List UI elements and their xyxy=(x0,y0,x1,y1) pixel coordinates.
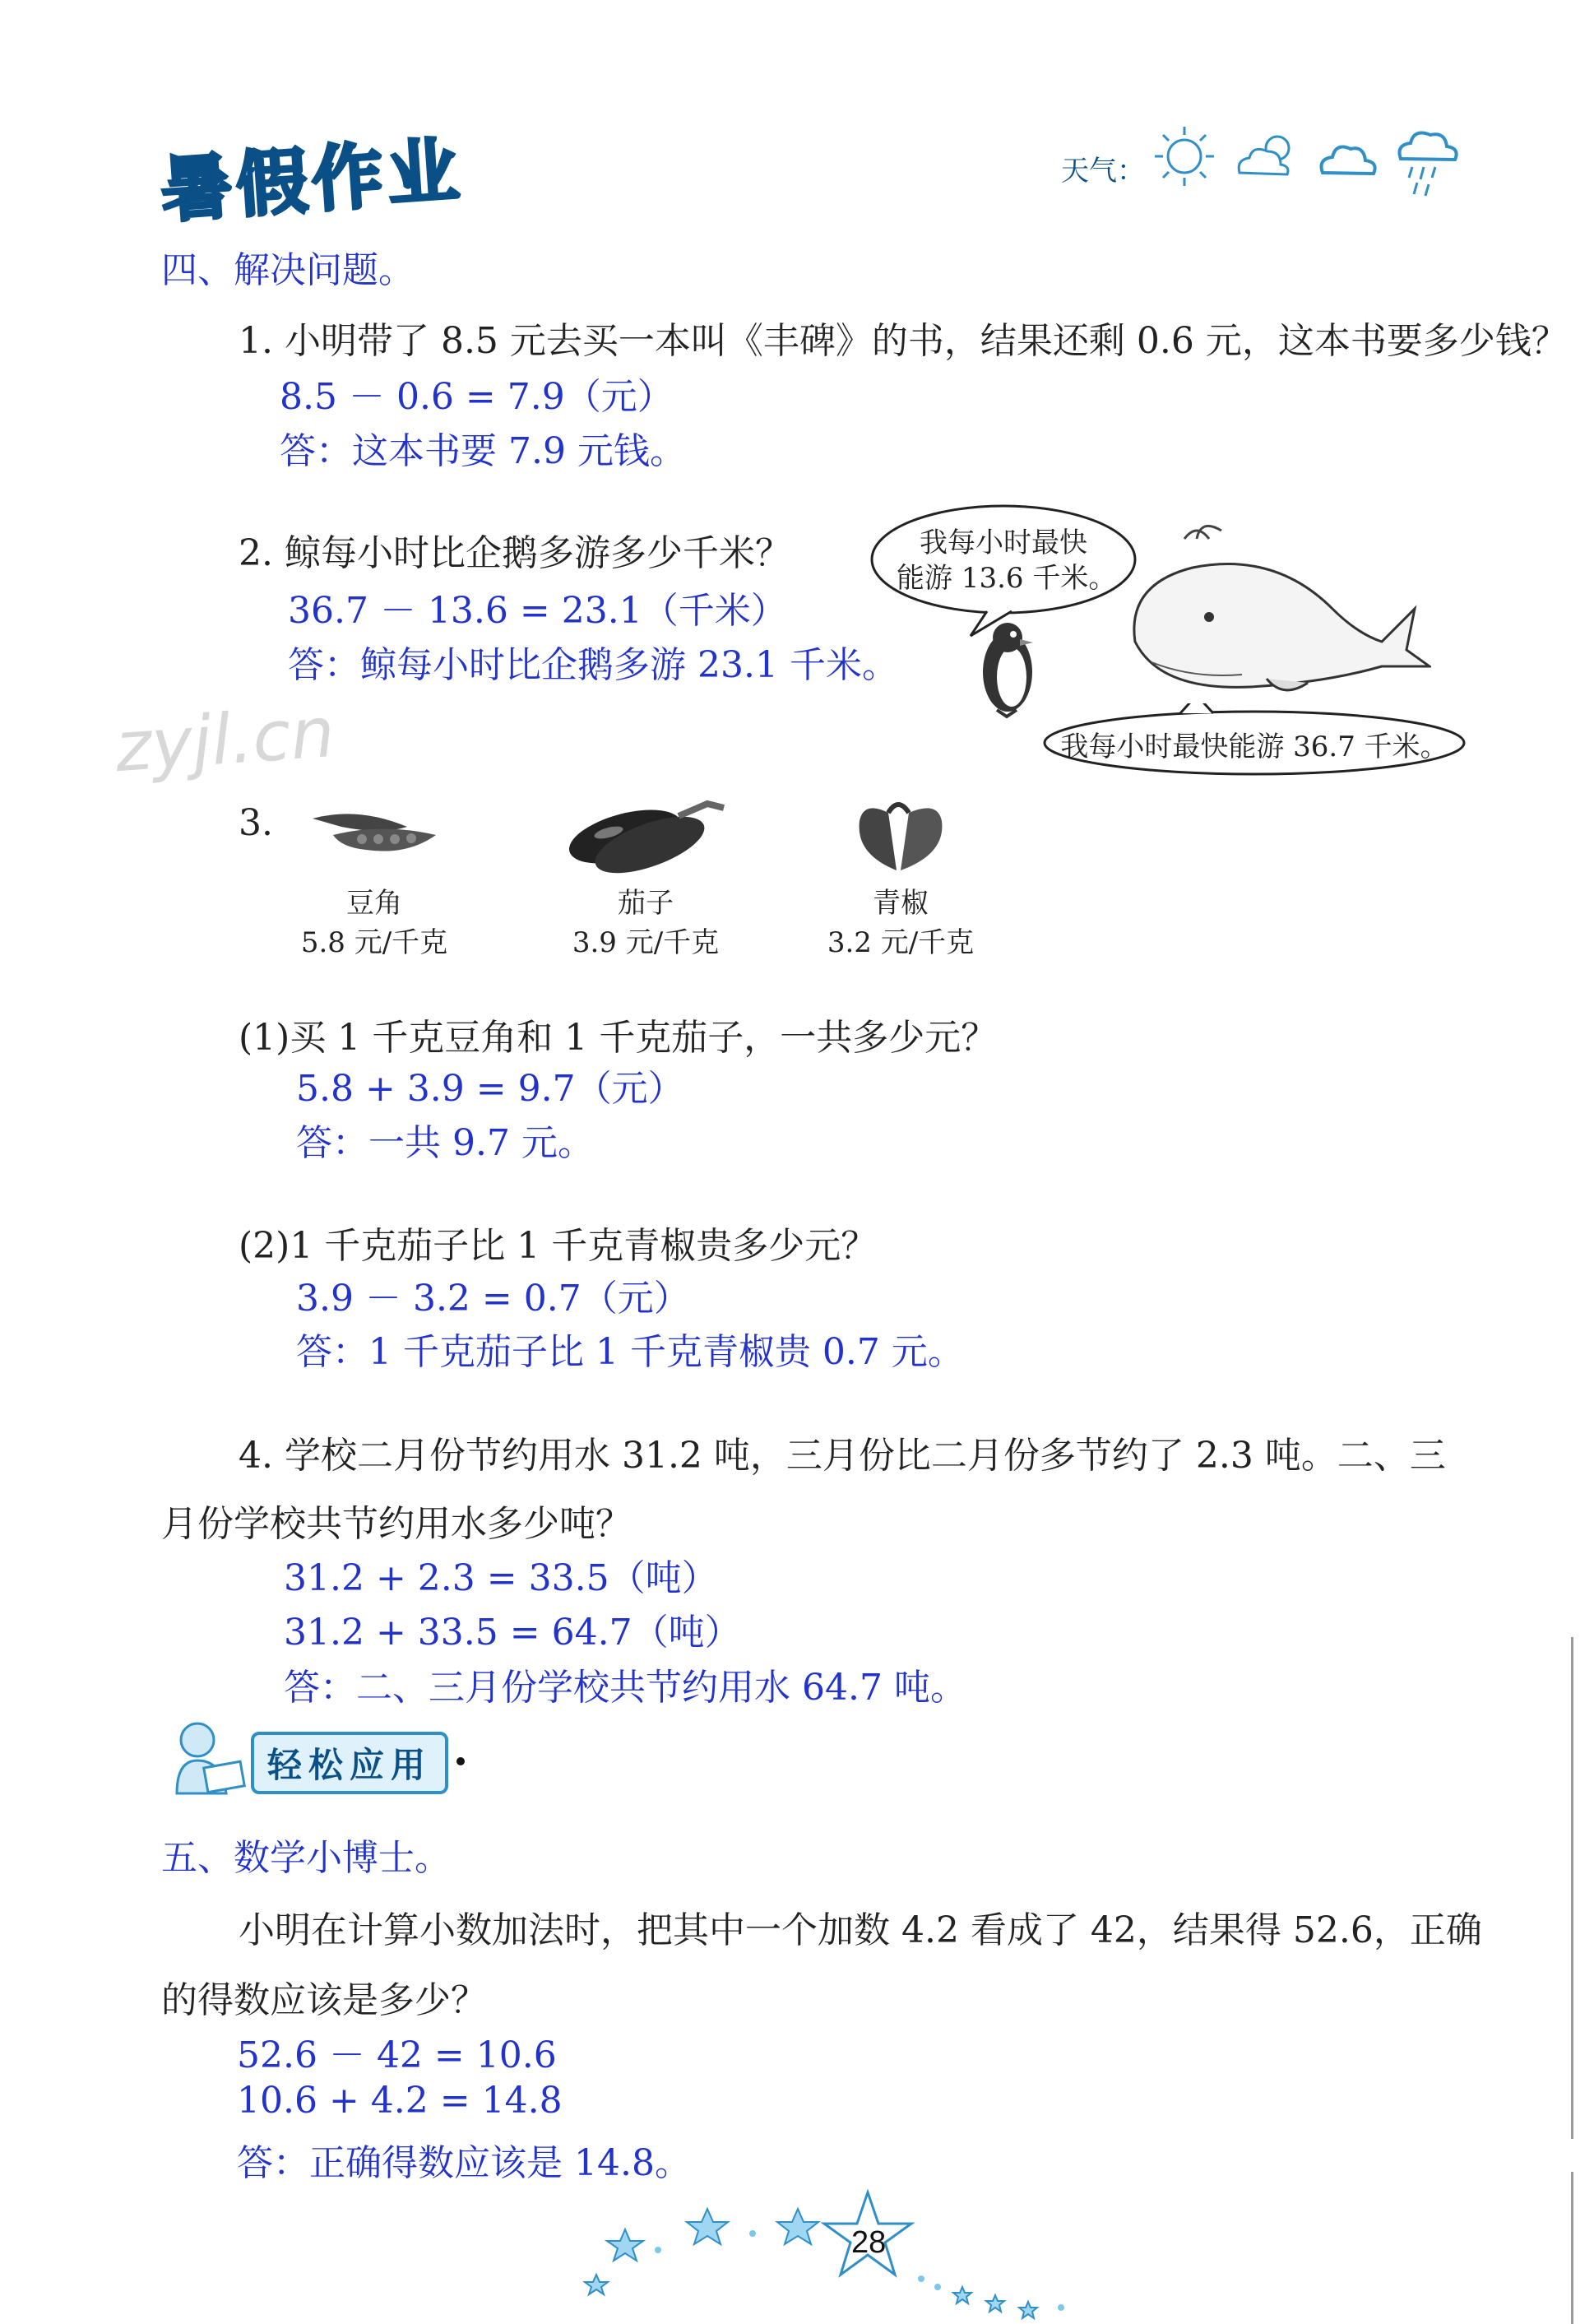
q3-sub2-answer: 答：1 千克茄子比 1 千克青椒贵 0.7 元。 xyxy=(296,1331,964,1373)
cloud-icon xyxy=(1316,128,1382,185)
green-bean-icon xyxy=(308,802,440,860)
q3-sub1-calc: 5.8 + 3.9 = 9.7（元） xyxy=(296,1068,684,1110)
green-pepper-icon xyxy=(847,796,954,879)
scan-edge-line xyxy=(1571,1637,1573,2139)
whale-bubble-text: 我每小时最快能游 36.7 千米。 xyxy=(1060,731,1448,763)
q4-calc1: 31.2 + 2.3 = 33.5（吨） xyxy=(284,1557,718,1599)
q4-answer: 答：二、三月份学校共节约用水 64.7 吨。 xyxy=(284,1667,966,1709)
q3-sub1-answer: 答：一共 9.7 元。 xyxy=(296,1122,594,1164)
q4-question-line2: 月份学校共节约用水多少吨？ xyxy=(161,1503,632,1545)
q4-calc2: 31.2 + 33.5 = 64.7（吨） xyxy=(284,1612,741,1654)
item-name-green-bean: 豆角 xyxy=(346,887,402,920)
q2-calc: 36.7 － 13.6 = 23.1（千米） xyxy=(288,590,787,632)
section5-question-line1: 小明在计算小数加法时，把其中一个加数 4.2 看成了 42，结果得 52.6，正确 xyxy=(239,1909,1482,1951)
section5-calc2: 10.6 + 4.2 = 14.8 xyxy=(237,2080,563,2122)
whale-icon xyxy=(1119,518,1431,707)
watermark: zyjl.cn xyxy=(112,691,337,788)
q3-sub2-question: (2)1 千克茄子比 1 千克青椒贵多少元？ xyxy=(239,1225,878,1267)
page-number: 28 xyxy=(851,2225,887,2260)
student-reading-icon xyxy=(160,1715,251,1802)
q1-answer: 答：这本书要 7.9 元钱。 xyxy=(280,430,686,472)
sun-icon xyxy=(1151,123,1217,189)
logo-title: 暑假作业 xyxy=(158,129,466,233)
easy-application-badge: 轻松应用 xyxy=(251,1732,448,1794)
q1-question: 1. 小明带了 8.5 元去买一本叫《丰碑》的书，结果还剩 0.6 元，这本书要多少钱？ xyxy=(239,320,1568,362)
section4-title: 四、解决问题。 xyxy=(161,249,415,291)
q3-sub1-question: (1)买 1 千克豆角和 1 千克茄子，一共多少元？ xyxy=(239,1017,998,1059)
q2-question: 2. 鲸每小时比企鹅多游多少千米？ xyxy=(239,532,791,574)
item-name-eggplant: 茄子 xyxy=(618,887,674,920)
star-decoration xyxy=(576,2172,1086,2320)
section5-answer: 答：正确得数应该是 14.8。 xyxy=(237,2142,691,2184)
q2-answer: 答：鲸每小时比企鹅多游 23.1 千米。 xyxy=(288,644,898,686)
q3-number: 3. xyxy=(239,802,273,844)
penguin-icon xyxy=(971,613,1045,720)
penguin-bubble-line2: 能游 13.6 千米。 xyxy=(897,562,1117,595)
item-name-green-pepper: 青椒 xyxy=(873,887,929,920)
eggplant-icon xyxy=(559,791,732,874)
weather-label: 天气： xyxy=(1061,155,1145,188)
q3-sub2-calc: 3.9 － 3.2 = 0.7（元） xyxy=(296,1278,690,1320)
item-price-green-pepper: 3.2 元/千克 xyxy=(827,926,975,959)
rain-icon xyxy=(1394,122,1464,204)
section5-title: 五、数学小博士。 xyxy=(161,1837,451,1879)
partly-cloudy-icon xyxy=(1230,123,1304,189)
item-price-green-bean: 5.8 元/千克 xyxy=(300,926,448,959)
q1-calc: 8.5 － 0.6 = 7.9（元） xyxy=(280,376,674,418)
penguin-bubble-line1: 我每小时最快 xyxy=(920,526,1087,559)
scan-edge-line-lower xyxy=(1571,2172,1573,2324)
q4-question-line1: 4. 学校二月份节约用水 31.2 吨，三月份比二月份多节约了 2.3 吨。二、三 xyxy=(239,1435,1446,1477)
section5-question-line2: 的得数应该是多少？ xyxy=(161,1979,487,2021)
badge-dot xyxy=(456,1757,465,1765)
item-price-eggplant: 3.9 元/千克 xyxy=(572,926,720,959)
section5-calc1: 52.6 － 42 = 10.6 xyxy=(237,2034,557,2076)
